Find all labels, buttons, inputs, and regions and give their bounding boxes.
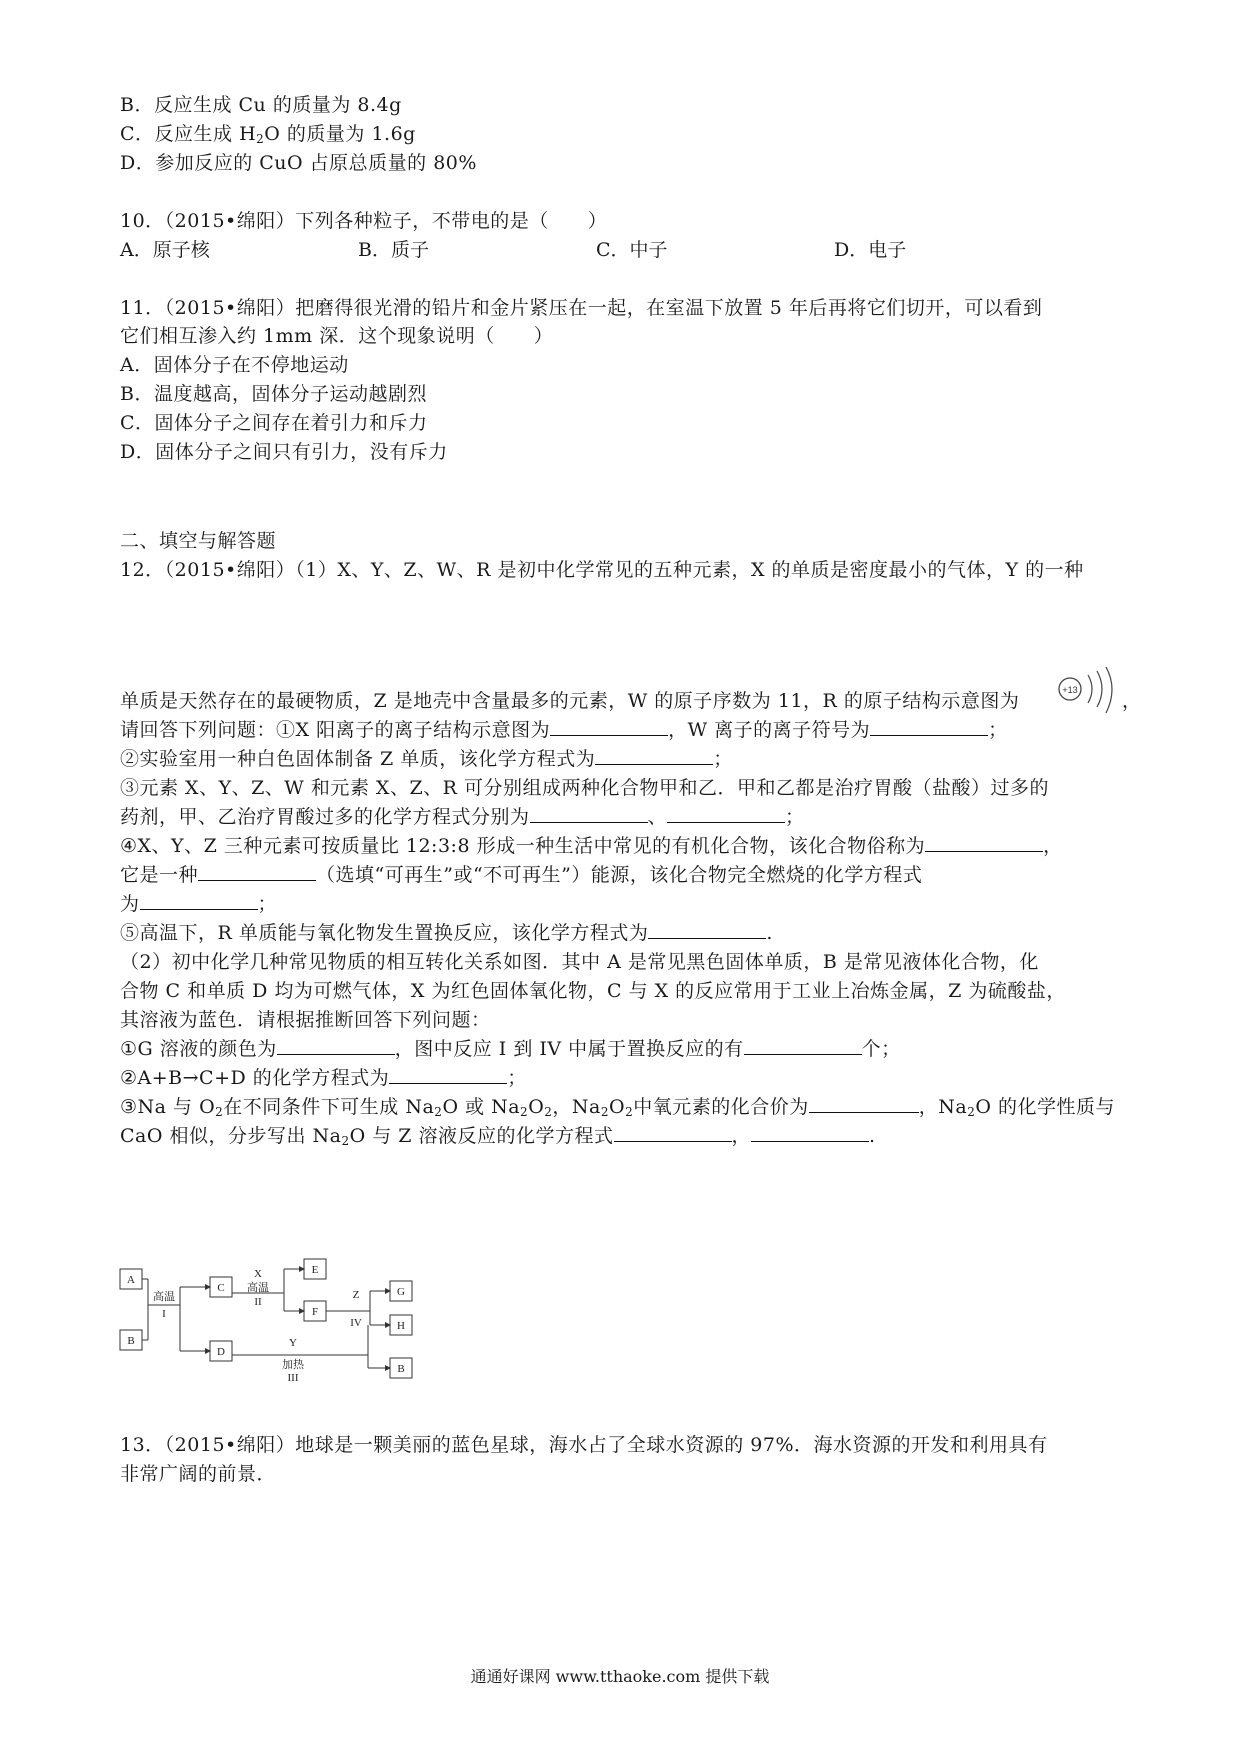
node-d: D: [217, 1346, 225, 1358]
q13-line1: 13．（2015•绵阳）地球是一颗美丽的蓝色星球，海水占了全球水资源的 97%．海水资源的开发和利用具有: [120, 1434, 1048, 1456]
q12-part2-line2: 合物 C 和单质 D 均为可燃气体，X 为红色固体氧化物，C 与 X 的反应常用于工业上冶炼金属，Z 为硫酸盐，: [120, 980, 1066, 1002]
q12-line6: 药剂，甲、乙治疗胃酸过多的化学方程式分别为 、 ；: [120, 806, 805, 828]
answer-blank[interactable]: [550, 717, 668, 736]
answer-blank[interactable]: [389, 1065, 507, 1084]
q10-option-d: D．电子: [834, 239, 907, 261]
node-b2: B: [397, 1363, 405, 1375]
node-f: F: [311, 1306, 319, 1318]
q12-line2: 单质是天然存在的最硬物质，Z 是地壳中含量最多的元素，W 的原子序数为 11，R 的原子结构示意图为: [120, 690, 1020, 712]
reaction-roman-3: III: [287, 1372, 299, 1383]
answer-blank[interactable]: [530, 804, 648, 823]
q11-stem-line1: 11．（2015•绵阳）把磨得很光滑的铅片和金片紧压在一起，在室温下放置 5 年后再将它们切开，可以看到: [120, 297, 1043, 319]
q10-stem: 10．（2015•绵阳）下列各种粒子，不带电的是（ ）: [120, 210, 608, 232]
node-b: B: [127, 1335, 135, 1347]
answer-blank[interactable]: [140, 891, 258, 910]
atom-nucleus-label: +13: [1062, 685, 1078, 695]
q12-line3: 请回答下列问题：①X 阳离子的离子结构示意图为 ，W 离子的离子符号为 ；: [120, 719, 1008, 741]
q12-line7: ④X、Y、Z 三种元素可按质量比 12:3:8 形成一种生活中常见的有机化合物，该化合物俗称为 ，: [120, 835, 1063, 857]
q9-option-b: B．反应生成 Cu 的质量为 8.4g: [120, 94, 402, 116]
q12-part2-line5: ②A+B→C+D 的化学方程式为 ；: [120, 1067, 527, 1089]
q12-part2-line1: （2）初中化学几种常见物质的相互转化关系如图．其中 A 是常见黑色固体单质，B 是常见液体化合物，化: [120, 951, 1039, 973]
section-heading: 二、填空与解答题: [120, 530, 277, 552]
q11-option-a: A．固体分子在不停地运动: [120, 354, 349, 376]
reaction-roman-1: I: [162, 1308, 166, 1320]
reaction-roman-2: II: [254, 1296, 262, 1308]
q12-line2-end: ，: [1122, 690, 1142, 712]
condition-high-temp-1: 高温: [153, 1291, 175, 1303]
q11-option-b: B．温度越高，固体分子运动越剧烈: [120, 383, 427, 405]
node-g: G: [397, 1286, 405, 1298]
node-h: H: [397, 1320, 405, 1332]
q12-line5: ③元素 X、Y、Z、W 和元素 X、Z、R 可分别组成两种化合物甲和乙．甲和乙都是治疗胃酸（盐酸）过多的: [120, 777, 1049, 799]
answer-blank[interactable]: [809, 1094, 919, 1113]
q9-option-c: C．反应生成 $H_2O$ 的质量为 1.6g: [120, 123, 416, 146]
q12-part2-line6: ③Na 与 $O_2$在不同条件下可生成 $Na_2O$ 或 $Na_2O_2$，$Na_2O_2$中氧元素的化合价为 ，$Na_2O$ 的化学性质与: [120, 1096, 1115, 1119]
q12-line9: 为 ；: [120, 893, 278, 915]
reaction-flow-diagram: [118, 1255, 458, 1383]
answer-blank[interactable]: [198, 862, 316, 881]
q12-line8: 它是一种 （选填“可再生”或“不可再生”）能源，该化合物完全燃烧的化学方程式: [120, 864, 923, 886]
reagent-z: Z: [352, 1289, 360, 1301]
answer-blank[interactable]: [744, 1036, 862, 1055]
answer-blank[interactable]: [614, 1123, 732, 1142]
answer-blank[interactable]: [648, 920, 766, 939]
q11-option-d: D．固体分子之间只有引力，没有斥力: [120, 441, 448, 463]
q12-part2-line7: CaO 相似，分步写出 $Na_2O$ 与 Z 溶液反应的化学方程式 ， .: [120, 1125, 876, 1148]
q9-option-d: D．参加反应的 CuO 占原总质量的 80%: [120, 152, 477, 174]
answer-blank[interactable]: [870, 717, 988, 736]
node-e: E: [311, 1264, 319, 1276]
q12-line4: ②实验室用一种白色固体制备 Z 单质，该化学方程式为 ；: [120, 748, 733, 770]
condition-heat: 加热: [282, 1359, 304, 1371]
q12-line1: 12．（2015•绵阳）（1）X、Y、Z、W、R 是初中化学常见的五种元素，X 的单质是密度最小的气体，Y 的一种: [120, 559, 1084, 581]
answer-blank[interactable]: [595, 746, 713, 765]
q12-line10: ⑤高温下，R 单质能与氧化物发生置换反应，该化学方程式为 .: [120, 922, 773, 944]
q12-part2-line3: 其溶液为蓝色．请根据推断回答下列问题：: [120, 1009, 491, 1031]
q13-line2: 非常广阔的前景．: [120, 1463, 277, 1485]
reagent-y: Y: [289, 1337, 297, 1349]
condition-high-temp-2: 高温: [247, 1282, 269, 1294]
page-footer: 通通好课网 www.tthaoke.com 提供下载: [470, 1667, 770, 1686]
q11-option-c: C．固体分子之间存在着引力和斥力: [120, 412, 428, 434]
answer-blank[interactable]: [751, 1123, 869, 1142]
q10-option-c: C．中子: [596, 239, 668, 261]
q10-option-b: B．质子: [358, 239, 429, 261]
q10-option-a: A．原子核: [120, 239, 210, 261]
node-c: C: [217, 1282, 225, 1294]
atom-structure-diagram: [1052, 667, 1122, 717]
q11-stem-line2: 它们相互渗入约 1mm 深．这个现象说明（ ）: [120, 325, 554, 347]
node-a: A: [127, 1274, 135, 1286]
reaction-roman-4: IV: [350, 1317, 362, 1329]
answer-blank[interactable]: [277, 1036, 395, 1055]
answer-blank[interactable]: [925, 833, 1043, 852]
reagent-x: X: [254, 1268, 262, 1280]
q12-part2-line4: ①G 溶液的颜色为 ，图中反应 I 到 IV 中属于置换反应的有 个；: [120, 1038, 901, 1060]
answer-blank[interactable]: [667, 804, 785, 823]
